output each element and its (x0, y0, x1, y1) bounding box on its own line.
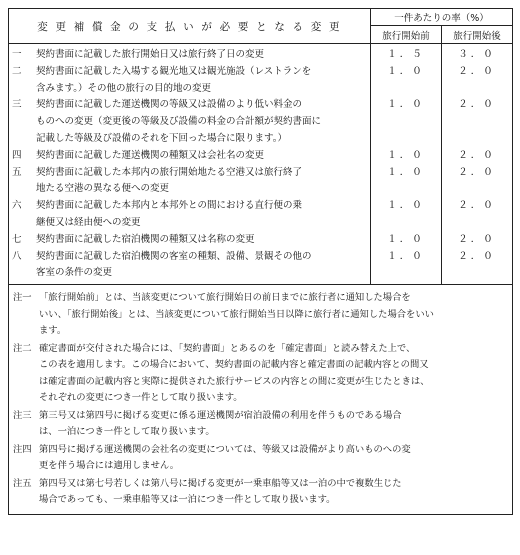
rate-header: 一件あたりの率（%） (371, 9, 513, 26)
change-item (12, 232, 368, 249)
rate-after: ２．０ (458, 166, 496, 178)
item-text-line: 契約書面に記載した運送機関の等級又は設備のより低い料金の (36, 99, 303, 111)
note (13, 408, 506, 441)
rate-before: １．０ (387, 233, 425, 245)
note-text-line: この表を適用します。この場合において、契約書面の記載内容と確定書面の記載内容との間又 (39, 359, 429, 371)
item-number: 四 (12, 149, 22, 161)
rate-after: ２．０ (458, 250, 496, 262)
item-text (36, 198, 368, 232)
change-item (12, 97, 368, 147)
change-item (12, 165, 368, 199)
item-text-line: 記載した等級及び設備のそれを下回った場合に限ります。） (36, 132, 287, 144)
item-text-line: 契約書面に記載した宿泊機関の種類又は名称の変更 (36, 233, 255, 245)
note-label: 注一 (13, 292, 32, 304)
rate-before: １．０ (387, 149, 425, 161)
rate-after: ２．０ (458, 65, 496, 77)
note-label: 注四 (13, 443, 32, 455)
item-number: 五 (12, 166, 22, 178)
note-label: 注三 (13, 409, 32, 421)
item-text (36, 47, 368, 64)
change-item (12, 249, 368, 283)
change-item (12, 148, 368, 165)
before-rates-cell (371, 44, 442, 285)
item-number: 二 (12, 65, 22, 77)
note-text (39, 408, 506, 441)
notes-cell (9, 285, 513, 515)
note-text-line: は、一泊につき一件として取り扱います。 (39, 426, 215, 438)
note (13, 290, 506, 340)
note-label: 注五 (13, 477, 32, 489)
item-text-line: 契約書面に記載した運送機関の種類又は会社名の変更 (36, 149, 265, 161)
rate-before: １．０ (387, 99, 425, 111)
col-before-header: 旅行開始前 (371, 26, 442, 44)
note-text-line: それぞれの変更につき一件として取り扱います。 (39, 392, 243, 404)
rate-before: １．５ (387, 49, 425, 60)
change-item (12, 47, 368, 64)
item-text (36, 148, 368, 165)
item-text-line: ものへの変更（変更後の等級及び設備の料金の合計額が契約書面に (36, 116, 322, 128)
note-text-line: は確定書面の記載内容と実際に提供された旅行サービスの内容との間に変更が生じたときは、 (39, 375, 430, 387)
item-text-line: 契約書面に記載した宿泊機関の客室の種類、設備、景観その他の (36, 250, 312, 262)
note-text (39, 290, 506, 340)
item-number: 八 (12, 250, 22, 262)
item-text (36, 64, 368, 98)
note-text-line: ます。 (39, 325, 67, 337)
rate-before: １．０ (387, 200, 425, 212)
table-title: 変 更 補 償 金 の 支 払 い が 必 要 と な る 変 更 (9, 9, 371, 44)
item-text-line: 地たる空港の異なる便への変更 (36, 183, 170, 195)
after-rates-cell (442, 44, 513, 285)
note-text-line: 「旅行開始前」とは、当該変更について旅行開始日の前日までに旅行者に通知した場合を (39, 292, 411, 304)
item-text-line: 契約書面に記載した本邦内の旅行開始地たる空港又は旅行終了 (36, 166, 303, 178)
rate-after: ２．０ (458, 200, 496, 212)
note-text-line: 第四号に掲げる運送機関の会社名の変更については、等級又は設備がより高いものへの変 (39, 443, 411, 455)
item-text-line: 契約書面に記載した本邦内と本邦外との間における直行便の乗 (36, 200, 303, 212)
change-items-cell (9, 44, 371, 285)
item-number: 七 (12, 233, 22, 245)
item-text (36, 165, 368, 199)
change-item (12, 64, 368, 98)
rate-after: ３．０ (458, 49, 496, 60)
rate-before: １．０ (387, 250, 425, 262)
item-number: 一 (12, 49, 22, 60)
rate-before: １．０ (387, 166, 425, 178)
note-text-line: いい、「旅行開始後」とは、当該変更について旅行開始当日以降に旅行者に通知した場合をいい (39, 308, 434, 320)
rate-before: １．０ (387, 65, 425, 77)
note (13, 442, 506, 475)
note-text-line: 第三号又は第四号に掲げる変更に係る運送機関が宿泊設備の利用を伴うものである場合 (39, 409, 402, 421)
change-item (12, 198, 368, 232)
item-text-line: 客室の条件の変更 (36, 267, 113, 279)
note-text (39, 476, 506, 509)
item-number: 六 (12, 200, 22, 212)
note (13, 476, 506, 509)
note-text-line: 場合であっても、一乗車船等又は一泊につき一件として取り扱います。 (39, 494, 336, 506)
item-text (36, 249, 368, 283)
item-text-line: 契約書面に記載した旅行開始日又は旅行終了日の変更 (36, 49, 265, 60)
compensation-table (8, 8, 513, 515)
note-text-line: 確定書面が交付された場合には、「契約書面」とあるのを「確定書面」と読み替えた上で、 (39, 342, 416, 354)
rate-after: ２．０ (458, 233, 496, 245)
item-text-line: 継便又は経由便への変更 (36, 216, 141, 228)
note-text (39, 341, 506, 407)
note-text (39, 442, 506, 475)
item-text-line: 含みます。）その他の旅行の目的地の変更 (36, 82, 211, 94)
item-text (36, 232, 368, 249)
note-text-line: 第四号又は第七号若しくは第八号に掲げる変更が一乗車船等又は一泊の中で複数生じた (39, 477, 402, 489)
note (13, 341, 506, 407)
rate-after: ２．０ (458, 99, 496, 111)
item-number: 三 (12, 99, 22, 111)
note-text-line: 更を伴う場合には適用しません。 (39, 460, 180, 472)
note-label: 注二 (13, 342, 32, 354)
item-text (36, 97, 368, 147)
item-text-line: 契約書面に記載した入場する観光地又は観光施設（レストランを (36, 65, 312, 77)
col-after-header: 旅行開始後 (442, 26, 513, 44)
rate-after: ２．０ (458, 149, 496, 161)
